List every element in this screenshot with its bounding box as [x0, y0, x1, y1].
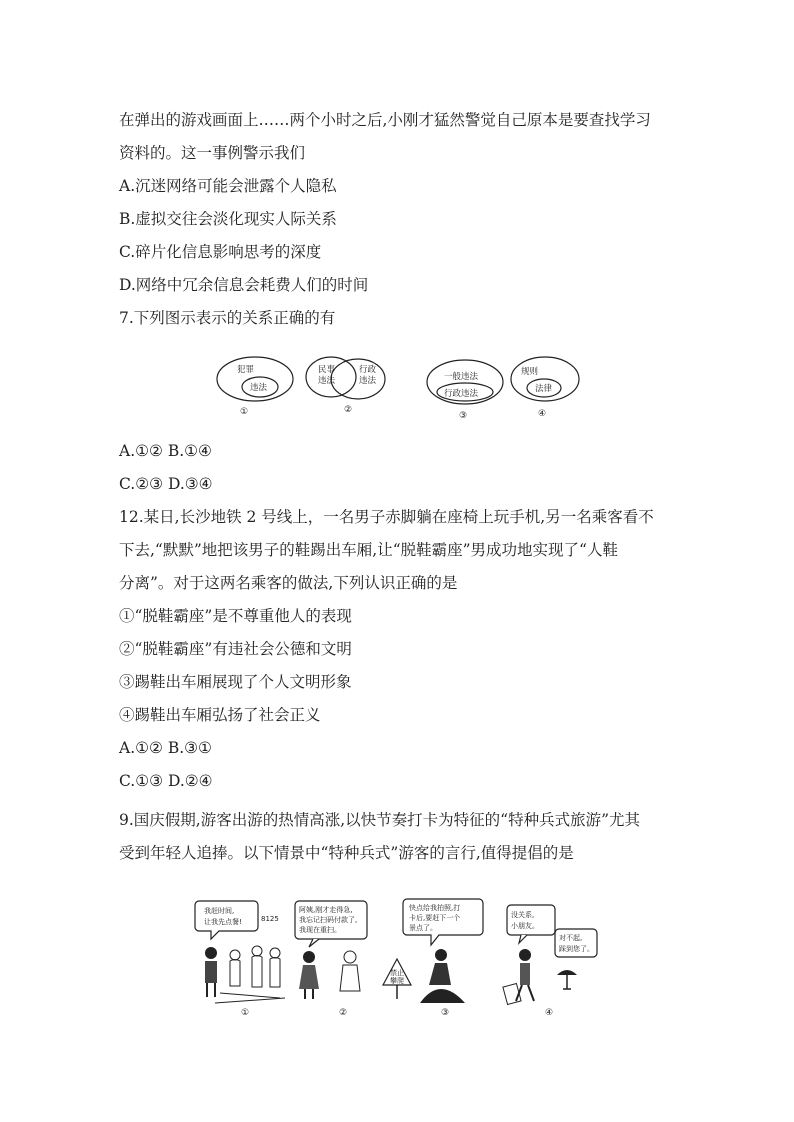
cartoon-4-child-umbrella — [557, 970, 577, 975]
q7-option-cd: C.②③ D.③④ — [119, 475, 213, 493]
diagram-4-outer-label: 规则 — [521, 367, 539, 377]
cartoon-4-child-figure — [563, 975, 571, 989]
diagram-4-number: ④ — [538, 409, 547, 419]
diagram-4-inner-label: 法律 — [535, 384, 553, 394]
diagram-3 — [427, 360, 503, 421]
q12-statement-3: ③踢鞋出车厢展现了个人文明形象 — [119, 673, 352, 691]
cartoon-2-bubble-line-1: 阿姨,刚才走得急, — [299, 906, 353, 914]
cartoon-3-bubble-line-1: 快点给我拍照,打 — [409, 904, 461, 912]
cartoon-2-vendor-head — [344, 951, 356, 963]
diagram-1-inner-label: 违法 — [250, 383, 268, 393]
cartoon-2-person-body — [299, 965, 319, 989]
cartoon-1-bubble-line-2: 让我先点餐! — [204, 918, 242, 926]
cartoon-2-bubble-line-3: 我现在重扫。 — [299, 926, 341, 934]
cartoon-3-sign-line-1: 禁止 — [390, 969, 404, 977]
diagram-2-right-label-1: 行政 — [359, 365, 377, 375]
diagram-3-number: ③ — [459, 411, 468, 421]
diagram-2-right-label-2: 违法 — [359, 376, 377, 386]
q9-line-2: 受到年轻人追捧。以下情景中“特种兵式”游客的言行,值得提倡的是 — [119, 844, 574, 862]
q6-option-b: B.虚拟交往会淡化现实人际关系 — [119, 210, 337, 228]
cartoon-3-person-head — [435, 949, 447, 961]
cartoon-2 — [295, 901, 367, 1018]
cartoon-1-scribble: 8125 — [261, 915, 279, 923]
q7-stem: 7.下列图示表示的关系正确的有 — [119, 309, 336, 327]
q12-option-ab: A.①② B.③① — [119, 739, 212, 757]
cartoon-2-person-head — [303, 951, 315, 963]
cartoon-1-crowd-head-1 — [230, 950, 240, 960]
cartoon-3 — [383, 899, 483, 1018]
cartoon-1-ground-lines — [215, 993, 285, 1003]
diagram-2-number: ② — [344, 405, 353, 415]
cartoon-4-bubble-2-line-1: 对不起, — [559, 934, 583, 942]
cartoon-1-crowd-head-2 — [252, 946, 262, 956]
diagram-1-outer-label: 犯罪 — [237, 365, 255, 375]
diagram-1-number: ① — [240, 407, 249, 417]
cartoon-3-bubble-line-2: 卡后,要赶下一个 — [409, 914, 461, 922]
q6-line-2: 资料的。这一事例警示我们 — [119, 144, 306, 162]
diagram-2-left-label-1: 民事 — [318, 365, 336, 375]
cartoon-4-number: ④ — [545, 1008, 554, 1018]
diagram-4 — [511, 357, 579, 419]
cartoon-4-adult-body — [520, 963, 530, 985]
q6-option-d: D.网络中冗余信息会耗费人们的时间 — [119, 276, 369, 294]
q7-option-ab: A.①② B.①④ — [119, 442, 212, 460]
q9-line-1: 9.国庆假期,游客出游的热情高涨,以快节奏打卡为特征的“特种兵式旅游”尤其 — [119, 811, 640, 829]
cartoon-2-number: ② — [339, 1008, 348, 1018]
cartoon-1-person-body — [205, 961, 217, 983]
cartoon-1-crowd-head-3 — [270, 948, 280, 958]
diagram-2-right-ellipse — [331, 359, 385, 399]
diagram-3-outer-label: 一般违法 — [444, 372, 479, 382]
q12-line-3: 分离”。对于这两名乘客的做法,下列认识正确的是 — [119, 574, 458, 592]
q9-cartoon-strip — [195, 893, 615, 1023]
cartoon-4-speech-bubble-1 — [507, 905, 555, 935]
q12-statement-2: ②“脱鞋霸座”有违社会公德和文明 — [119, 640, 352, 658]
q12-option-cd: C.①③ D.②④ — [119, 772, 213, 790]
cartoon-4-bubble-2-line-2: 踩到您了。 — [559, 945, 594, 953]
cartoon-4-bubble-1-line-1: 没关系, — [511, 911, 535, 919]
q6-option-a: A.沉迷网络可能会泄露个人隐私 — [119, 177, 337, 195]
q12-statement-1: ①“脱鞋霸座”是不尊重他人的表现 — [119, 607, 352, 625]
cartoon-2-vendor-body — [340, 965, 360, 991]
cartoon-4-bubble-1-line-2: 小朋友。 — [511, 922, 539, 930]
cartoon-3-sign-line-2: 攀爬 — [390, 977, 404, 985]
diagram-2 — [306, 357, 385, 415]
q6-line-1: 在弹出的游戏画面上……两个小时之后,小刚才猛然警觉自己原本是要查找学习 — [119, 111, 651, 129]
cartoon-1-number: ① — [241, 1008, 250, 1018]
cartoon-4-bubble-1-tail — [519, 935, 527, 943]
cartoon-3-number: ③ — [441, 1008, 450, 1018]
cartoon-2-bubble-tail — [309, 939, 319, 947]
cartoon-1-crowd-bodies — [230, 956, 280, 988]
q12-line-1: 12.某日,长沙地铁 2 号线上，一名男子赤脚躺在座椅上玩手机,另一名乘客看不 — [119, 508, 654, 526]
q7-relationship-diagrams — [215, 352, 595, 427]
cartoon-1-bubble-line-1: 我赶时间, — [204, 907, 235, 915]
cartoon-1-person-head — [205, 947, 217, 959]
cartoon-1 — [195, 901, 285, 1018]
q12-statement-4: ④踢鞋出车厢弘扬了社会正义 — [119, 706, 321, 724]
cartoon-3-bubble-line-3: 景点了。 — [409, 924, 437, 932]
cartoon-3-person-body — [429, 963, 451, 985]
diagram-3-inner-label: 行政违法 — [444, 389, 479, 399]
cartoon-4 — [503, 905, 597, 1018]
cartoon-1-person-legs — [207, 983, 215, 997]
cartoon-2-person-legs — [305, 989, 313, 999]
q6-option-c: C.碎片化信息影响思考的深度 — [119, 243, 322, 261]
q12-line-2: 下去,“默默”地把该男子的鞋踢出车厢,让“脱鞋霸座”男成功地实现了“人鞋 — [119, 541, 618, 559]
cartoon-2-bubble-line-2: 我忘记扫码付款了, — [299, 916, 358, 924]
diagram-1-outer-ellipse — [217, 357, 293, 401]
cartoon-4-adult-head — [519, 949, 531, 961]
cartoon-3-statue-mound — [420, 989, 465, 1003]
diagram-2-left-label-2: 违法 — [318, 376, 336, 386]
diagram-1 — [217, 357, 293, 417]
